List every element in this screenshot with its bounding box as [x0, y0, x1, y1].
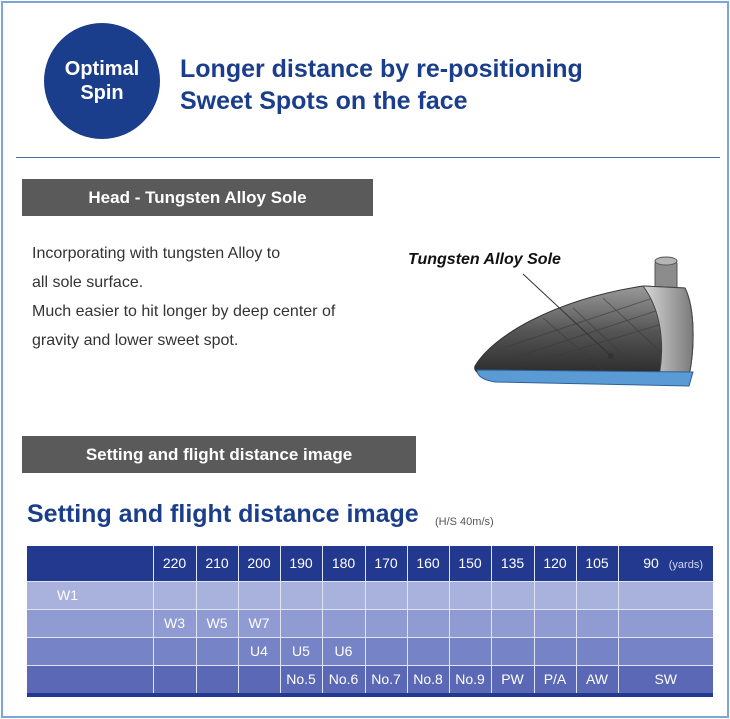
table-cell: [576, 609, 618, 637]
distance-cell: 105: [576, 546, 618, 581]
table-cell: [280, 609, 322, 637]
table-cell: U4: [238, 637, 280, 665]
table-cell: [407, 581, 449, 609]
distance-cell: 170: [365, 546, 407, 581]
table-cell: [365, 609, 407, 637]
table-cell: [322, 581, 365, 609]
club-head-image: [403, 248, 713, 398]
section-title-setting: Setting and flight distance image: [22, 436, 416, 473]
table-cell: [534, 637, 576, 665]
table-row: [27, 665, 713, 693]
distance-cell: 150: [449, 546, 491, 581]
table-cell: AW: [576, 665, 618, 693]
headline-line-1: Longer distance by re-positioning: [180, 55, 583, 83]
table-cell: PW: [491, 665, 534, 693]
table-cell: [238, 581, 280, 609]
table-cell: [238, 665, 280, 693]
section-title-head: Head - Tungsten Alloy Sole: [22, 179, 373, 216]
table-cell: [449, 609, 491, 637]
table-row: [27, 637, 713, 665]
head-description: [32, 239, 382, 355]
table-cell: [407, 609, 449, 637]
table-cell: No.8: [407, 665, 449, 693]
table-cell: [449, 581, 491, 609]
description-line: all sole surface.: [32, 274, 144, 291]
table-cell: [196, 665, 238, 693]
table-cell: No.9: [449, 665, 491, 693]
table-cell: [27, 665, 153, 693]
table-row: [27, 581, 713, 609]
description-line: Incorporating with tungsten Alloy to: [32, 245, 281, 262]
table-cell: SW: [618, 665, 713, 693]
table-cell: [365, 637, 407, 665]
table-cell: U6: [322, 637, 365, 665]
distance-cell: 210: [196, 546, 238, 581]
table-cell: [365, 581, 407, 609]
page-frame: [1, 1, 729, 718]
table-cell: [153, 637, 196, 665]
table-cell: [27, 637, 153, 665]
table-header-row: [27, 546, 713, 581]
table-cell: [322, 609, 365, 637]
table-cell: [576, 581, 618, 609]
divider: [16, 157, 720, 158]
distance-cell: 180: [322, 546, 365, 581]
table-row: [27, 609, 713, 637]
table-cell: [618, 581, 713, 609]
table-cell: No.6: [322, 665, 365, 693]
table-cell: [491, 609, 534, 637]
table-cell: [618, 637, 713, 665]
description-line: Much easier to hit longer by deep center of: [32, 303, 336, 320]
table-cell: No.7: [365, 665, 407, 693]
table-cell: [196, 581, 238, 609]
table-cell: [618, 609, 713, 637]
distance-cell-last: [618, 546, 713, 581]
table-cell: [196, 637, 238, 665]
distance-cell: 135: [491, 546, 534, 581]
distance-cell: 200: [238, 546, 280, 581]
tungsten-alloy-sole-label: Tungsten Alloy Sole: [408, 251, 561, 268]
table-cell: P/A: [534, 665, 576, 693]
chart-note: (H/S 40m/s): [435, 516, 494, 528]
table-cell: U5: [280, 637, 322, 665]
table-cell: W5: [196, 609, 238, 637]
table-cell: [449, 637, 491, 665]
table-cell: [534, 609, 576, 637]
distance-value: 90: [643, 555, 659, 572]
headline: [180, 53, 700, 117]
club-head-illustration: [403, 248, 713, 398]
table-cell: [576, 637, 618, 665]
table-cell: [407, 637, 449, 665]
distance-cell: 190: [280, 546, 322, 581]
chart-title: Setting and flight distance image: [27, 500, 419, 528]
table-cell: [153, 665, 196, 693]
table-cell: [153, 581, 196, 609]
table-cell: W7: [238, 609, 280, 637]
table-cell: W1: [27, 581, 153, 609]
table-cell: [491, 637, 534, 665]
table-cell: No.5: [280, 665, 322, 693]
distance-cell: 160: [407, 546, 449, 581]
table-cell: [534, 581, 576, 609]
distance-table: [27, 546, 713, 697]
table-cell: W3: [153, 609, 196, 637]
yards-unit: (yards): [668, 559, 703, 572]
description-line: gravity and lower sweet spot.: [32, 332, 239, 349]
header-cell: [27, 546, 153, 581]
table-cell: [491, 581, 534, 609]
distance-cell: 220: [153, 546, 196, 581]
optimal-spin-badge: [44, 23, 160, 139]
badge-text: Optimal Spin: [64, 58, 140, 104]
table-cell: [280, 581, 322, 609]
distance-cell: 120: [534, 546, 576, 581]
headline-line-2: Sweet Spots on the face: [180, 87, 468, 115]
table-cell: [27, 609, 153, 637]
